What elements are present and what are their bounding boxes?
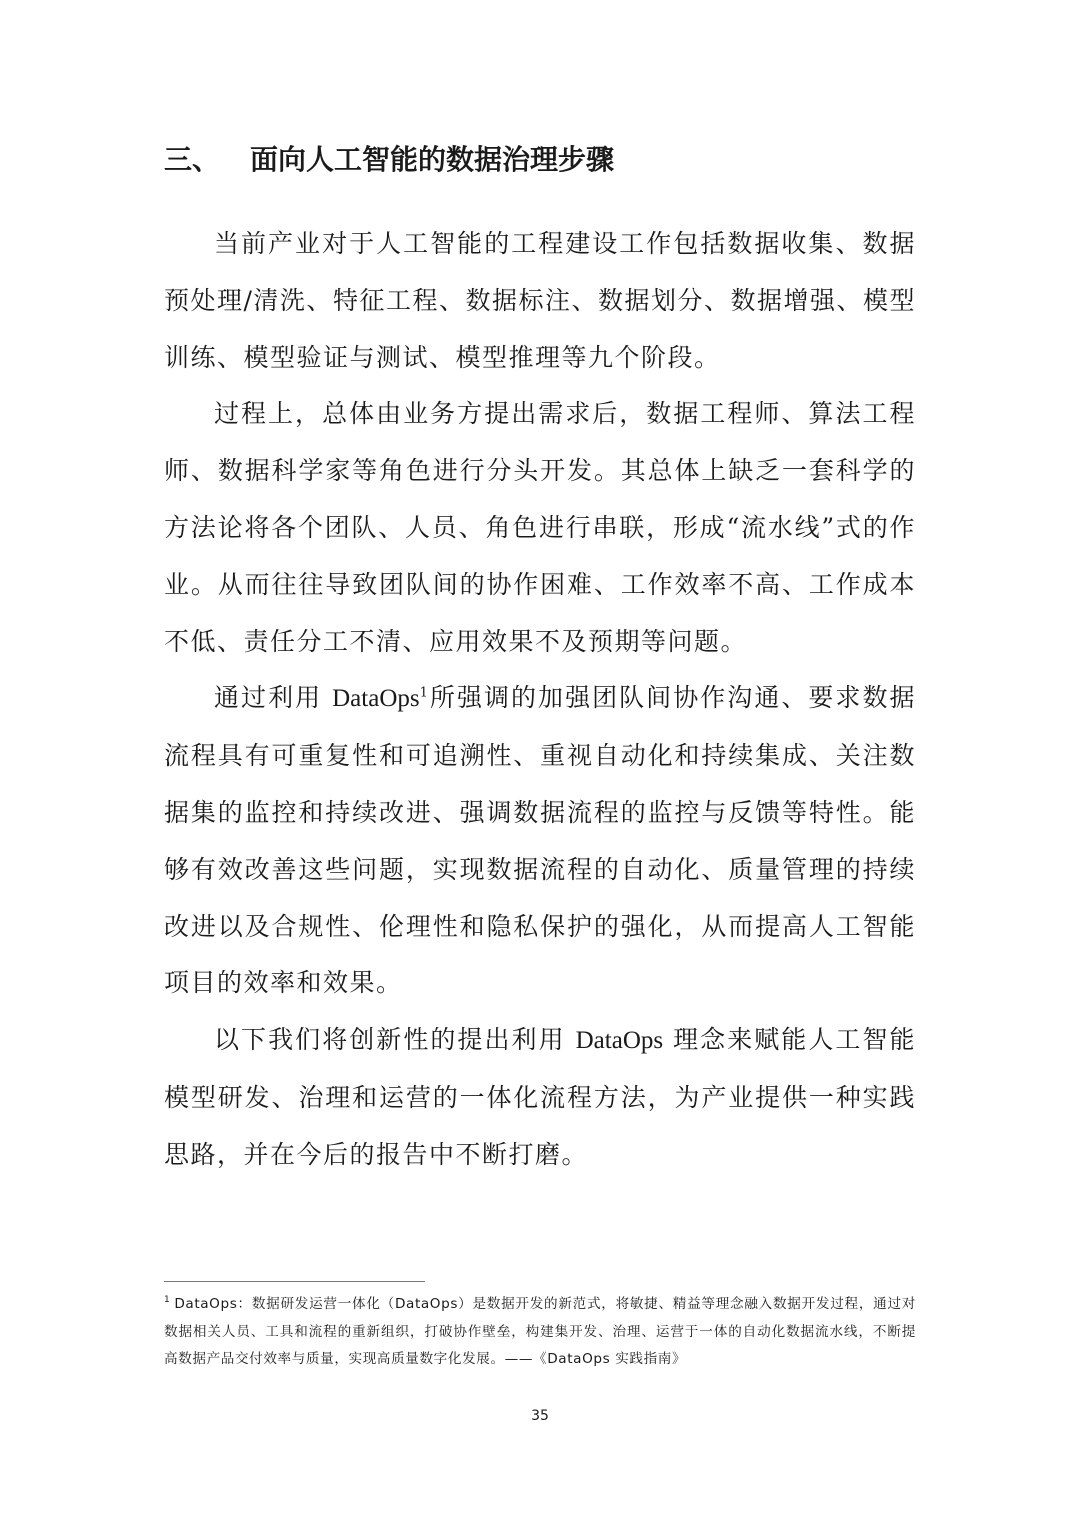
dataops-term: DataOps (332, 685, 420, 713)
paragraph-1: 当前产业对于人工智能的工程建设工作包括数据收集、数据预处理/清洗、特征工程、数据标注、数据划分、数据增强、模型训练、模型验证与测试、模型推理等九个阶段。 (164, 229, 916, 372)
footnote-reference[interactable]: 1 (419, 686, 430, 702)
section-title: 面向人工智能的数据治理步骤 (250, 143, 615, 176)
paragraph-3-prefix: 通过利用 (214, 683, 323, 713)
paragraph-4-prefix: 以下我们将创新性的提出利用 (214, 1025, 566, 1055)
section-number: 三、 (164, 143, 221, 176)
footnote-divider (164, 1281, 425, 1282)
paragraph-2: 过程上，总体由业务方提出需求后，数据工程师、算法工程师、数据科学家等角色进行分头开发。其总体上缺乏一套科学的方法论将各个团队、人员、角色进行串联，形成“流水线”式的作业。从而往往导致团队间的协作困难、工作效率不高、工作成本不低、责任分工不清、应用效果不及预期等问题。 (164, 399, 916, 656)
footnote-text: DataOps：数据研发运营一体化（DataOps）是数据开发的新范式，将敏捷、精益等理念融入数据开发过程，通过对数据相关人员、工具和流程的重新组织，打破协作壁垒，构建集开发、治理、运营于一体的自动化数据流水线，不断提高数据产品交付效率与质量，实现高质量数字化发展。——《DataOps 实践指南》 (164, 1296, 916, 1367)
paragraph-4-body: 理念来赋能人工智能模型研发、治理和运营的一体化流程方法，为产业提供一种实践思路，并在今后的报告中不断打磨。 (164, 1025, 916, 1169)
footnote (164, 1291, 916, 1374)
paragraph-4 (164, 1012, 916, 1183)
paragraph-3-body: 所强调的加强团队间协作沟通、要求数据流程具有可重复性和可追溯性、重视自动化和持续集成、关注数据集的监控和持续改进、强调数据流程的监控与反馈等特性。能够有效改善这些问题，实现数据流程的自动化、质量管理的持续改进以及合规性、伦理性和隐私保护的强化，从而提高人工智能项目的效率和效果。 (164, 683, 916, 998)
page-number: 35 (531, 1408, 549, 1424)
dataops-term: DataOps (575, 1027, 664, 1055)
section-heading (164, 140, 614, 180)
footnote-marker: 1 (164, 1295, 171, 1306)
body-text (164, 216, 916, 1184)
paragraph-3 (164, 670, 916, 1012)
